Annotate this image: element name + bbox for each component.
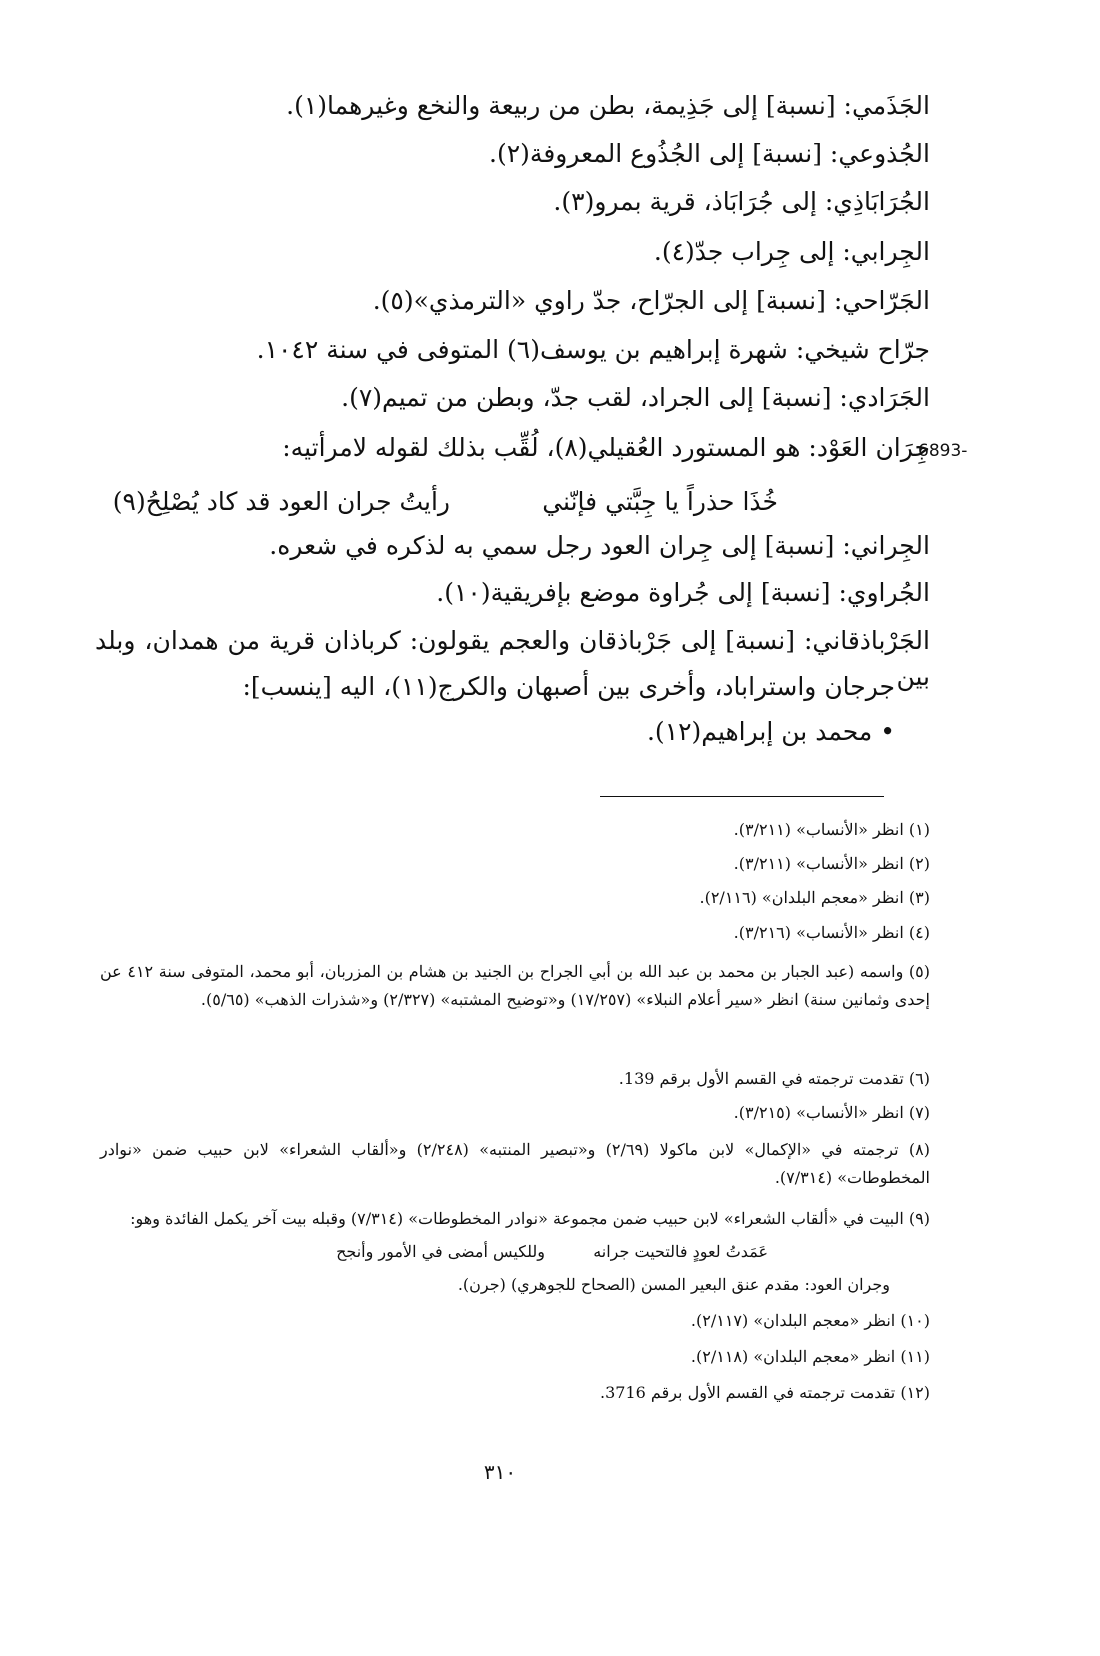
entry-number: 6893- [918,441,968,461]
entry-jarrah-shaykhi: جرّاح شيخي: شهرة إبراهيم بن يوسف(٦) المتوفى في سنة ١٠٤٢. [256,335,930,364]
footnote-10: (١٠) انظر «معجم البلدان» (٢/١١٧). [690,1311,930,1330]
verse-first-hemistich: خُذَا حذراً يا جِبَّتي فإنّني [542,487,778,516]
page-number: ٣١٠ [483,1460,517,1484]
entry-muhammad-bin-ibrahim: • محمد بن إبراهيم(١٢). [646,717,895,746]
footnote-verse-first: عَمَدتُ لعودٍ فالتحيت جرانه [593,1242,768,1261]
entry-jiran-al-awd: جِرَان العَوْد: هو المستورد العُقيلي(٨)، لُقِّب بذلك لقوله لامرأتيه: [282,433,930,462]
footnote-8: (٨) ترجمته في «الإكمال» لابن ماكولا (٢/٦٩) و«تبصير المنتبه» (٢/٢٤٨) و«ألقاب الشعراء» لابن حبيب ضمن «نوادر المخطوطات» (٧/٣١٤). [100,1140,931,1187]
entry-jaradi: الجَرَادي: [نسبة] إلى الجراد، لقب جدّ، وبطن من تميم(٧). [341,383,930,412]
entry-jarbadhqani: الجَرْباذقاني: [نسبة] إلى جَرْباذقان والعجم يقولون: كرباذان قرية من همدان، وبلد بين [95,626,930,691]
footnote-6: (٦) تقدمت ترجمته في القسم الأول برقم 139. [618,1069,930,1088]
footnote-4: (٤) انظر «الأنساب» (٣/٢١٦). [733,923,930,942]
verse-second-hemistich: رأيتُ جران العود قد كاد يُصْلِحُ(٩) [112,487,450,516]
footnote-11: (١١) انظر «معجم البلدان» (٢/١١٨). [690,1347,930,1366]
entry-jarbadhqani-cont: جرجان واستراباد، وأخرى بين أصبهان والكرج(١١)، اليه [ينسب]: [242,672,895,701]
entry-jurabadhi: الجُرَابَاذِي: إلى جُرَابَاذ، قرية بمرو(٣). [553,187,930,216]
footnote-1: (١) انظر «الأنساب» (٣/٢١١). [733,820,930,839]
footnote-7: (٧) انظر «الأنساب» (٣/٢١٥). [733,1103,930,1122]
entry-jadhami: الجَذَمي: [نسبة] إلى جَذِيمة، بطن من ربيعة والنخع وغيرهما(١). [286,91,930,120]
footnote-9-gloss: وجران العود: مقدم عنق البعير المسن (الصحاح للجوهري) (جرن). [457,1275,890,1294]
footnote-3: (٣) انظر «معجم البلدان» (٢/١١٦). [699,888,930,907]
footnote-2: (٢) انظر «الأنساب» (٣/٢١١). [733,854,930,873]
footnote-separator [600,796,884,797]
footnote-5: (٥) واسمه (عبد الجبار بن محمد بن عبد الله بن أبي الجراح بن الجنيد بن هشام بن المزربان، أبو محمد، المتوفى سنة ٤١٢ عن إحدى وثمانين سنة) انظر «سير أعلام النبلاء» (١٧/٢٥٧) و«توضيح المشتبه» (٢/٣٢٧) و«شذرات الذهب» (٥/٦٥). [100,962,931,1009]
entry-jirani: الجِراني: [نسبة] إلى جِران العود رجل سمي به لذكره في شعره. [269,531,930,560]
footnote-verse-second: وللكيس أمضى في الأمور وأنجح [336,1242,545,1261]
footnote-9: (٩) البيت في «ألقاب الشعراء» لابن حبيب ضمن مجموعة «نوادر المخطوطات» (٧/٣١٤) وقبله بيت آخر يكمل الفائدة وهو: [130,1209,930,1228]
footnote-12: (١٢) تقدمت ترجمته في القسم الأول برقم 3716. [600,1383,930,1402]
entry-judhui: الجُذوعي: [نسبة] إلى الجُذُوع المعروفة(٢). [489,139,930,168]
entry-jarrahi: الجَرّاحي: [نسبة] إلى الجرّاح، جدّ راوي «الترمذي»(٥). [372,286,930,315]
entry-jirabi: الجِرابي: إلى جِراب جدّ(٤). [653,237,930,266]
entry-jurawi: الجُراوي: [نسبة] إلى جُراوة موضع بإفريقية(١٠). [436,578,930,607]
